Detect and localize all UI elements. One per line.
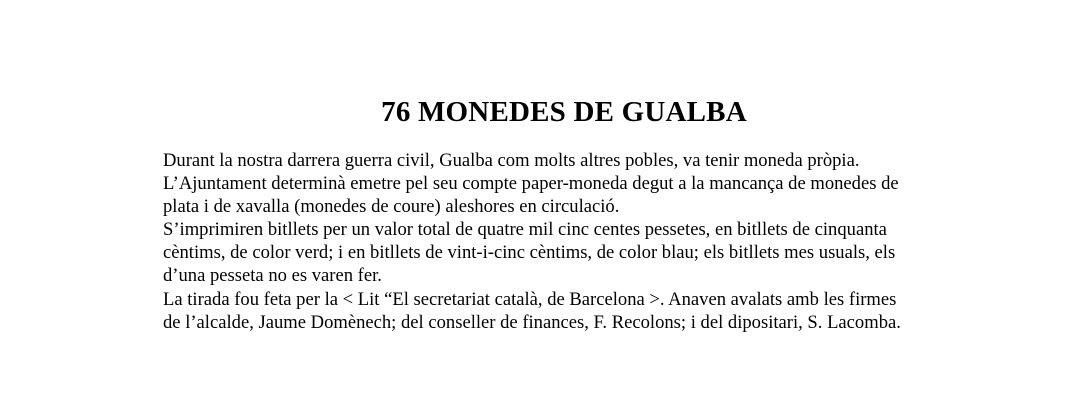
body-line-8: de l’alcalde, Jaume Domènech; del conseller de finances, F. Recolons; i del dipositari, S. Lacomba.	[163, 311, 901, 333]
body-line-6: d’una pesseta no es varen fer.	[163, 265, 382, 287]
body-line-1: Durant la nostra darrera guerra civil, Gualba com molts altres pobles, va tenir moneda pròpia.	[163, 150, 860, 171]
body-line-4: S’imprimiren bitllets per un valor total de quatre mil cinc centes pessetes, en bitllets de cinquanta	[163, 219, 887, 241]
document-title: 76 MONEDES DE GUALBA	[381, 96, 747, 128]
document-body	[163, 149, 983, 334]
body-line-7: La tirada fou feta per la < Lit “El secretariat català, de Barcelona >. Anaven avalats amb les firmes	[163, 288, 897, 310]
body-line-3: plata i de xavalla (monedes de coure) aleshores en circulació.	[163, 196, 620, 218]
body-line-2: L’Ajuntament determinà emetre pel seu compte paper-moneda degut a la mancança de monedes de	[163, 173, 899, 195]
body-line-5: cèntims, de color verd; i en bitllets de vint-i-cinc cèntims, de color blau; els bitllets mes usuals, els	[163, 242, 896, 264]
